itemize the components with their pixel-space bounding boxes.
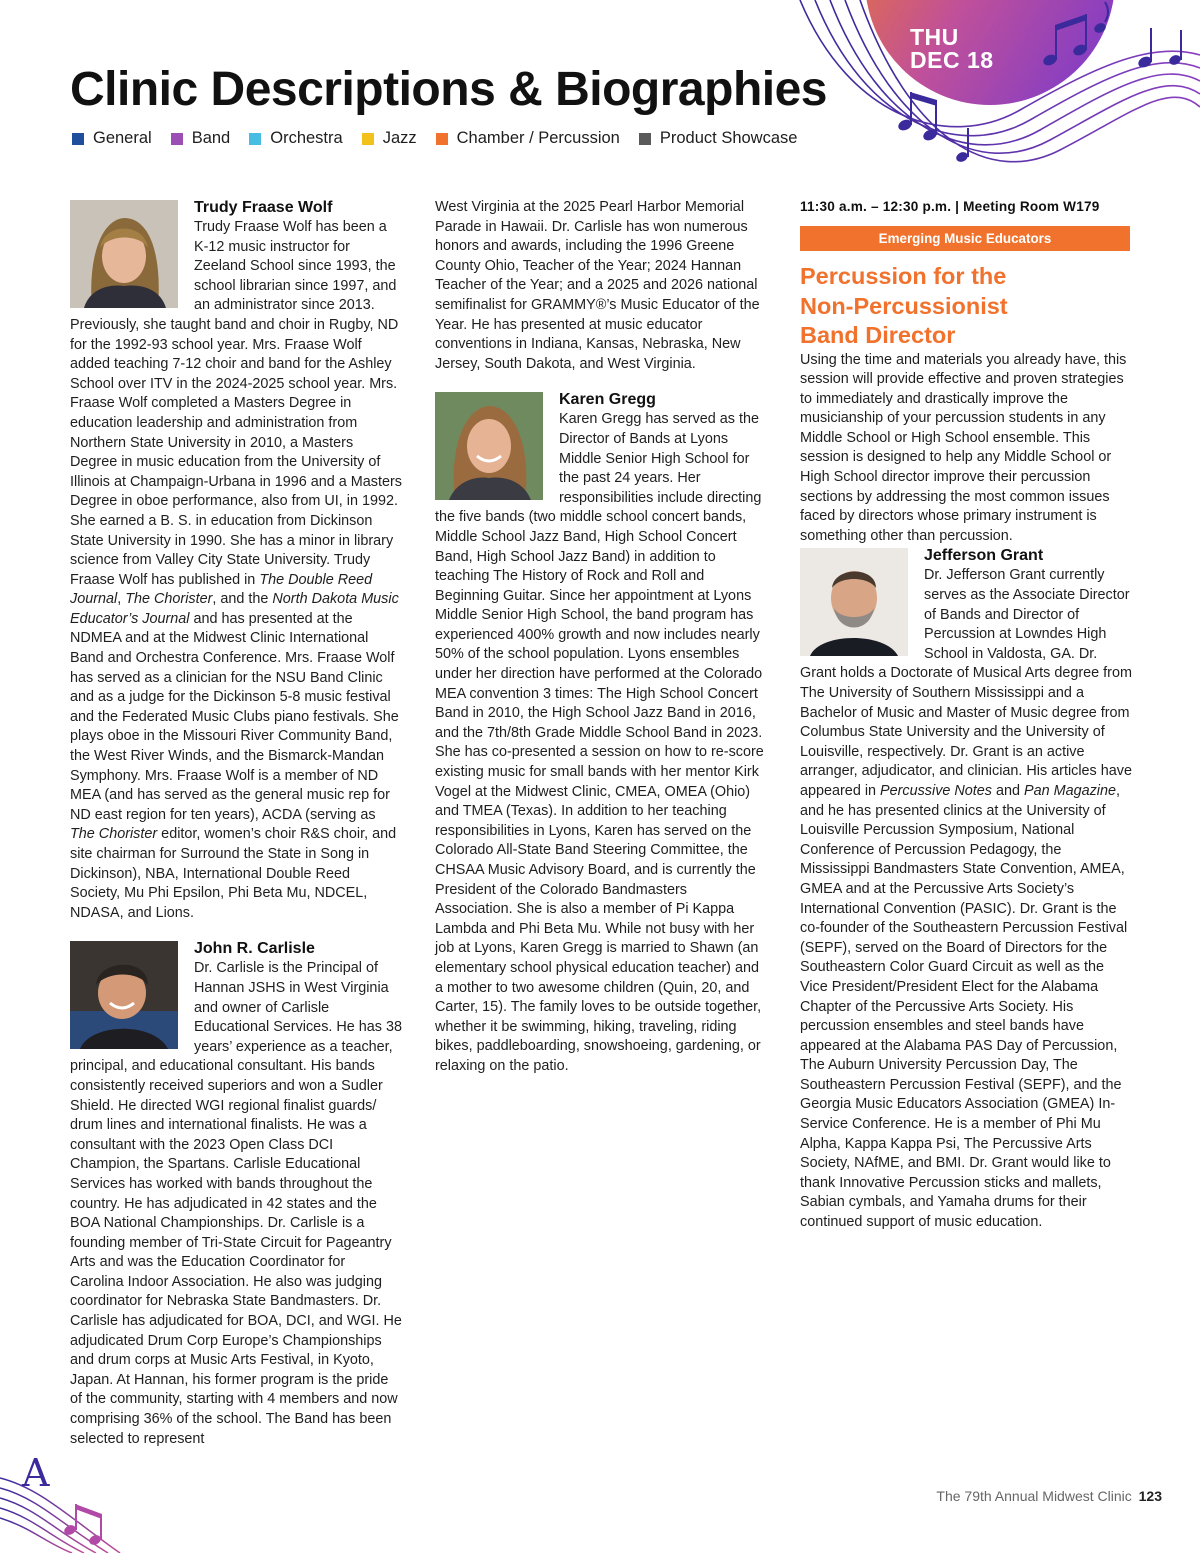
legend-label: General	[93, 129, 152, 147]
bio-text: Dr. Jefferson Grant currently serves as the Associate Director of Bands and Director of Percussion at Lowndes High School in Valdosta, GA. Dr. Grant holds a Doctorate of Musical Arts degree from The University of Southern Mississippi and a Bachelor of Music and Master of Music degree from Columbus State University and the University of Louisville, respectively. Dr. Grant is an active arranger, adjudicator, and clinician. His articles have appeared in Percussive Notes and Pan Magazine, and he has presented clinics at the University of Louisville Percussion Symposium, National Conference of Percussion Pedagogy, the Mississippi Bandmasters State Convention, AMEA, GMEA and at the Percussive Arts Society’s International Convention (PASIC). Dr. Grant is the co-founder of the Southeastern Percussion Festival (SEPF), served on the Board of Directors for the Southeastern Color Guard Circuit as well as the Vice President/President Elect for the Alabama Chapter of the Percussive Arts Society. His percussion ensembles and steel bands have appeared at the Alabama PAS Day of Percussion, The Auburn University Percussion Day, The Southeastern Percussion Festival (SEPF), and the Georgia Music Educators Association (GMEA) In-Service Conference. He is a member of Phi Mu Alpha, Kappa Kappa Psi, The Percussive Arts Society, NAfME, and BMI. Dr. Grant would like to thank Innovative Percussion sticks and mallets, Sabian cymbals, and Yamaha drums for their continued support of music education.	[800, 567, 1132, 1231]
bio-john-r-carlisle	[70, 939, 402, 1449]
portrait-photo-man-icon	[800, 548, 908, 656]
legend-item-orchestra	[249, 129, 342, 148]
legend-label: Product Showcase	[659, 129, 798, 147]
legend-label: Jazz	[382, 129, 417, 147]
bio-name: Jefferson Grant	[924, 547, 1044, 565]
legend-swatch	[639, 133, 651, 145]
bio-name: John R. Carlisle	[194, 940, 315, 958]
legend-swatch	[171, 133, 183, 145]
svg-text:A: A	[22, 1451, 50, 1495]
column-1	[70, 198, 402, 1465]
music-notes-decoration	[0, 1438, 160, 1553]
session-track-badge: Emerging Music Educators	[800, 226, 1130, 251]
session-title: Percussion for the Non-Percussionist Band Director	[800, 263, 1008, 348]
page-number: 123	[1138, 1488, 1162, 1504]
portrait-photo-woman-icon	[70, 200, 178, 308]
music-notes-decoration	[790, 0, 1200, 180]
bio-name: Karen Gregg	[559, 391, 656, 409]
page-title: Clinic Descriptions & Biographies	[70, 63, 827, 116]
portrait-photo-woman-icon	[435, 392, 543, 500]
bio-name: Trudy Fraase Wolf	[194, 199, 333, 216]
category-legend	[72, 129, 816, 148]
column-2	[435, 198, 767, 1093]
bio-trudy-fraase-wolf	[70, 198, 402, 923]
column-3	[800, 198, 1132, 1249]
session-time: 11:30 a.m. – 12:30 p.m. | Meeting Room W179	[800, 199, 1100, 214]
date-badge-date: DEC 18	[910, 47, 994, 73]
date-badge-day: THU	[910, 24, 959, 50]
legend-swatch	[72, 133, 84, 145]
bio-jefferson-grant	[800, 546, 1132, 1232]
legend-swatch	[249, 133, 261, 145]
legend-item-band	[171, 129, 231, 148]
legend-label: Orchestra	[270, 129, 343, 147]
legend-swatch	[436, 133, 448, 145]
portrait-photo-man-icon	[70, 941, 178, 1049]
date-badge	[910, 26, 994, 72]
legend-swatch	[362, 133, 374, 145]
session-description: Using the time and materials you already have, this session will provide effective and proven strategies to immediately and drastically improve the musicianship of your percussion students in any Middle School or High School ensemble. This session is designed to help any Middle School or High School director improve their percussion sections by addressing the most common issues faced by directors whose primary instrument is something other than percussion.	[800, 351, 1127, 544]
legend-label: Chamber / Percussion	[456, 129, 620, 147]
page-footer	[900, 1488, 1162, 1504]
bio-text: Dr. Carlisle is the Principal of Hannan JSHS in West Virginia and owner of Carlisle Educational Services. He has 38 years’ experience as a teacher, principal, and educational consultant. His bands consistently received superiors and won a Sudler Shield. He directed WGI regional finalist guards/ drum lines and international finalists. He was a consultant with the 2023 Open Class DCI Champion, the Spartans. Carlisle Educational Services has worked with bands throughout the country. He has adjudicated in 42 states and the BOA National Championships. Dr. Carlisle is a founding member of Tri-State Circuit for Pageantry Arts and was the Education Coordinator for Carolina Indoor Association. He also was judging coordinator for Nebraska State Bandmasters. Dr. Carlisle has adjudicated for BOA, DCI, and WGI. He adjudicated Drum Corp Europe’s Championships and drum corps at Music Arts Festival, in Kyoto, Japan. At Hannan, his former program is the pride of the community, starting with 4 members and now comprising 36% of the school. The Band has been selected to represent	[70, 960, 402, 1447]
legend-label: Band	[191, 129, 231, 147]
bio-text: Karen Gregg has served as the Director of Bands at Lyons Middle Senior High School for the past 24 years. Her responsibilities include directing the five bands (two middle school concert bands, Middle School Jazz Band, High School Concert Band, High School Jazz Band) in addition to teaching The History of Rock and Roll and Beginning Guitar. Since her appointment at Lyons Middle Senior High School, the band program has experienced 400% growth and now includes nearly 50% of the school population. Lyons ensembles under her direction have performed at the Colorado MEA convention 3 times: The High School Concert Band in 2010, the High School Jazz Band in 2016, and the 7th/8th Grade Middle School Band in 2023. She has co-presented a session on how to re-score existing music for small bands with her mentor Kirk Vogel at the Midwest Clinic, CMEA, OMEA (Ohio) and TMEA (Texas). In addition to her teaching responsibilities in Lyons, Karen has served on the Colorado All-State Band Steering Committee, the CHSAA Music Advisory Board, and is currently the President of the Colorado Bandmasters Association. She is also a member of Pi Kappa Lambda and Phi Beta Mu. While not busy with her job at Lyons, Karen Gregg is married to Shawn (an elementary school physical education teacher) and a mother to two awesome children (Quin, 20, and Carter, 15). The family loves to be outside together, whether it be swimming, hiking, traveling, riding bikes, paddleboarding, snowshoeing, gardening, or relaxing on the patio.	[435, 411, 764, 1074]
legend-item-chamber-percussion	[436, 129, 620, 148]
bio-text: West Virginia at the 2025 Pearl Harbor Memorial Parade in Hawaii. Dr. Carlisle has won numerous honors and awards, including the 1996 Greene County Ohio, Teacher of the Year; 2024 Hannan Teacher of the Year; and a 2025 and 2026 national semifinalist for GRAMMY®’s Music Educator of the Year. He has presented at music educator conventions in Indiana, Kansas, Nebraska, New Jersey, South Dakota, and West Virginia.	[435, 199, 760, 372]
footer-publication: The 79th Annual Midwest Clinic	[936, 1488, 1132, 1504]
legend-item-general	[72, 129, 152, 148]
legend-item-jazz	[362, 129, 417, 148]
legend-item-product-showcase	[639, 129, 798, 148]
bio-text: Trudy Fraase Wolf has been a K-12 music instructor for Zeeland School since 1993, the school librarian since 1997, and an administrator since 2013. Previously, she taught band and choir in Rugby, ND for the 1992-93 school year. Mrs. Fraase Wolf added teaching 7-12 choir and band for the Ashley School over ITV in the 2024-2025 school year. Mrs. Fraase Wolf completed a Masters Degree in education leadership and administration from Northern State University in 2010, a Masters Degree in music education from the University of Illinois at Champaign-Urbana in 1996 and a Masters Degree in oboe performance, also from UI, in 1992. She earned a B. S. in education from Dickinson State University in 1990. She has a minor in library science from Valley City State University. Trudy Fraase Wolf has published in The Double Reed Journal, The Chorister, and the North Dakota Music Educator’s Journal and has presented at the NDMEA and at the Midwest Clinic International Band and Orchestra Conference. Mrs. Fraase Wolf has served as a clinician for the NSU Band Clinic and as a judge for the Dickinson 5-8 music festival and the Federated Music Clubs piano festivals. She plays oboe in the Missouri River Community Band, the West River Winds, and the Bismarck-Mandan Symphony. Mrs. Fraase Wolf is a member of ND MEA (and has served as the general music rep for ND east region for ten years), ACDA (serving as The Chorister editor, women’s choir R&S choir, and site chairman for Surround the State in Song in Dickinson), NBA, International Double Reed Society, Mu Phi Epsilon, Phi Beta Mu, NDCEL, NDASA, and Lions.	[70, 219, 402, 921]
bio-karen-gregg	[435, 390, 767, 1076]
bio-john-r-carlisle-continued	[435, 198, 767, 374]
